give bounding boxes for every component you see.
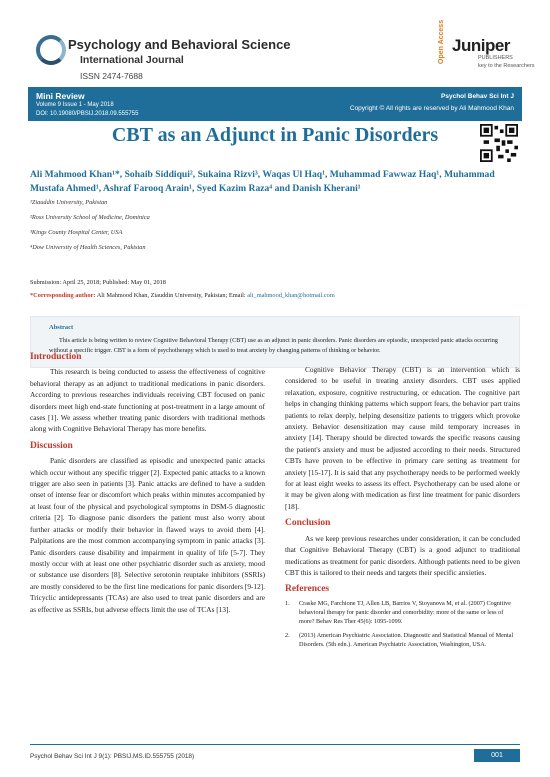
corresponding-author <box>30 292 335 299</box>
publisher-logo <box>438 19 535 76</box>
reference-item <box>285 599 520 627</box>
reference-list <box>285 599 520 649</box>
affiliation: ³Kings County Hospital Center, USA <box>30 229 123 236</box>
discussion-paragraph: Panic disorders are classified as episodic and unexpected panic attacks which occur without any specific trigger [2]. Expected panic attacks to a known trigger are also seen in patients [3]. Panic attacks are defined to have a sudden onset of intense fear or discomfort which peaks within minutes accompanied by at least four of the physical and psychological symptoms in DSM-5 diagnostic criteria [2]. To diagnose panic disorders the patient must also worry about further attacks or modify their behavior in flawed ways to avoid them [4]. Palpitations are the most common accompanying symptom in panic attacks [3]. Panic disorders cause disability and impairment in quality of life [5-7]. They mostly occur with at least one other psychiatric disorder such as anxiety, mood or substance use disorders [8]. Selective serotonin reuptake inhibitors (SSRIs) are mostly considered to be the first line medications for panic disorders [9-12]. Tricyclic antidepressants (TCAs) are also used to treat panic disorders and are as effective as SSRIs, but adverse effects limit the use of TCAs [13]. <box>30 456 265 614</box>
publisher-tagline: key to the Researchers <box>478 63 535 69</box>
publisher-word: PUBLISHERS <box>478 55 513 61</box>
authors-line: Ali Mahmood Khan¹*, Sohaib Siddiqui², Sukaina Rizvi³, Waqas Ul Haq¹, Muhammad Fawwaz Haq¹, Muhammad <box>30 169 495 180</box>
references-heading: References <box>285 584 330 595</box>
corresponding-email-link[interactable]: ali_mahmood_khan@hotmail.com <box>247 292 335 299</box>
reference-item <box>285 631 520 650</box>
left-column <box>30 352 265 615</box>
authors-line: Mustafa Ahmed¹, Ashraf Farooq Arain¹, Syed Kazim Raza⁴ and Danish Kherani¹ <box>30 183 361 194</box>
footer-citation: Psychol Behav Sci Int J 9(1): PBSIJ.MS.ID.555755 (2018) <box>30 753 195 760</box>
volume-issue: Volume 9 Issue 1 - May 2018 <box>36 102 114 108</box>
abstract-heading: Abstract <box>49 324 74 331</box>
reference-text: Craske MG, Farchione TJ, Allen LB, Barrios V, Stoyanova M, et al. (2007) Cognitive behavioral therapy for panic disorder and comorbidity: more of the same or less of more? Behav Res Ther 45(6): 1095-1099. <box>299 599 511 626</box>
conclusion-paragraph: As we keep previous researches under consideration, it can be concluded that Cognitive Behavioral Therapy (CBT) is a good adjunct to traditional medications as treatment for panic disorders. Although patients need to be given CBT this is tailored to their needs and targets their specific anxieties. <box>285 533 520 577</box>
affiliation: ⁴Dow University of Health Sciences, Pakistan <box>30 244 146 251</box>
author-list <box>30 168 520 196</box>
reference-number: 1. <box>285 599 290 607</box>
publisher-open-access: Open Access <box>438 19 445 64</box>
corresponding-text: Ali Mahmood Khan, Ziauddin University, Pakistan; Email: <box>96 292 246 299</box>
right-column <box>285 352 520 653</box>
journal-title: Psychology and Behavioral Science <box>68 37 291 52</box>
corresponding-label: *Corresponding author: <box>30 292 96 299</box>
footer-divider <box>30 744 520 745</box>
article-info-bar <box>28 87 522 121</box>
page-number: 001 <box>474 749 520 762</box>
copyright-notice: Copyright © All rights are reserved by Ali Mahmood Khan <box>349 105 514 112</box>
introduction-paragraph: This research is being conducted to assess the effectiveness of cognitive behavioral therapy as an adjunct to traditional medications in panic disorders. According to previous researches individuals receiving CBT focused on panic disorders meet high end-state functioning at post-treatment in a large amount of cases [1]. We assess whether treating panic disorders with traditional methods along with Cognitive Behavioral Therapy has more benefits. <box>30 367 265 434</box>
journal-subtitle: International Journal <box>80 54 184 66</box>
affiliation: ¹Ziauddin University, Pakistan <box>30 199 108 206</box>
journal-abbreviation: Psychol Behav Sci Int J <box>441 93 514 100</box>
reference-text: (2013) American Psychiatric Association. Diagnostic and Statistical Manual of Mental Disorders. (5th edn.). American Psychiatric Association, Washington, USA. <box>299 631 514 648</box>
qr-code-icon[interactable] <box>480 124 518 162</box>
affiliation: ²Ross University School of Medicine, Dominica <box>30 214 150 221</box>
discussion-heading: Discussion <box>30 440 73 451</box>
doi[interactable]: DOI: 10.19080/PBSIJ.2018.09.555755 <box>36 111 139 117</box>
abstract-text: This article is being written to review Cognitive Behavioral Therapy (CBT) use as an adjunct in panic disorders. Panic disorders are episodic, unexpected panic attacks occurring without a specific trigger. CBT is a form of psychotherapy which is used to treat anxiety by changing patterns of thinking or behavior. <box>49 337 498 354</box>
publisher-name: Juniper <box>452 36 510 55</box>
journal-logo-icon <box>36 35 66 65</box>
conclusion-heading: Conclusion <box>285 518 331 529</box>
introduction-heading: Introduction <box>30 352 82 362</box>
article-title: CBT as an Adjunct in Panic Disorders <box>111 124 439 146</box>
reference-number: 2. <box>285 631 290 639</box>
article-type: Mini Review <box>36 91 85 101</box>
submission-dates: Submission: April 25, 2018; Published: May 01, 2018 <box>30 279 166 286</box>
journal-issn: ISSN 2474-7688 <box>80 71 143 81</box>
cbt-paragraph: Cognitive Behavior Therapy (CBT) is an intervention which is considered to be useful in treating anxiety disorders. CBT uses applied relaxation, exposure, cognitive restructuring, or education. The cognitive part helps in changing thinking patterns which support fears, the behavior part trains patients to relax deeply, helping desensitize patients to triggers which provoke anxiety. Behavior desensitization may cause mild temporary increases in anxiety [14]. Therapy should be directed towards the specific reasons causing the patient's anxiety and must be adjusted according to their needs. Structured CBTs have proven to be effective in primary care setting as treatment for anxiety [15-17]. It is said that any psychotherapy needs to be performed weekly for at least eight weeks to assess its effect. Psychotherapy can be used alone or it may be given along with medication as first line treatment for panic disorders [18]. <box>285 365 520 511</box>
